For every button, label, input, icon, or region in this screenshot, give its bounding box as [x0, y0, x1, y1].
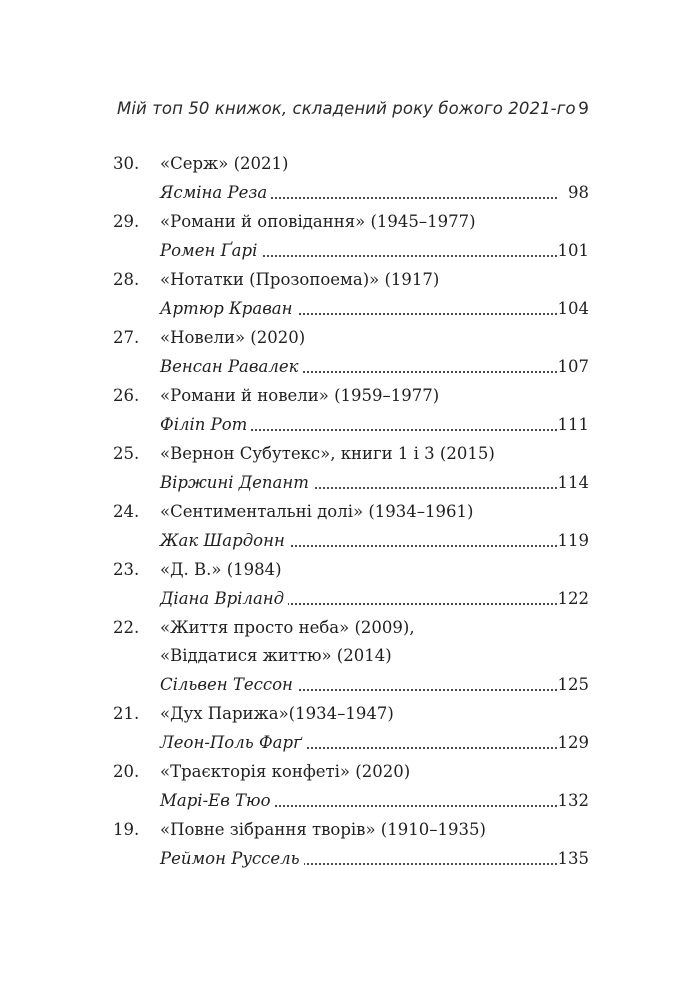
entry-number: 23.	[113, 560, 140, 579]
toc-entry	[0, 324, 697, 382]
toc-title-line	[0, 498, 697, 526]
entry-author: Сільвен Тессон	[160, 670, 297, 700]
toc-title-line-continued	[0, 642, 697, 670]
entry-page: 114	[557, 473, 589, 492]
toc-entry	[0, 382, 697, 440]
entry-number: 20.	[113, 762, 140, 781]
entry-author: Жак Шардонн	[160, 526, 289, 556]
toc-author-line	[0, 786, 697, 816]
entry-page: 119	[557, 531, 589, 550]
toc-title-line	[0, 816, 697, 844]
toc-title-line	[0, 556, 697, 584]
entry-number: 24.	[113, 502, 140, 521]
entry-author: Марі-Ев Тюо	[160, 786, 275, 816]
entry-title: «Серж» (2021)	[160, 154, 289, 173]
toc-entry	[0, 614, 697, 700]
entry-author: Ясміна Реза	[160, 178, 271, 208]
toc-author-line	[0, 670, 697, 700]
entry-title: «Романи й новели» (1959–1977)	[160, 386, 440, 405]
entry-number: 27.	[113, 328, 140, 347]
entry-title: «Нотатки (Прозопоема)» (1917)	[160, 270, 440, 289]
toc-title-line	[0, 440, 697, 468]
entry-number: 25.	[113, 444, 140, 463]
entry-page: 104	[557, 299, 589, 318]
entry-page: 107	[557, 357, 589, 376]
toc-entry	[0, 758, 697, 816]
toc-title-line	[0, 324, 697, 352]
entry-number: 29.	[113, 212, 140, 231]
toc-author-line	[0, 584, 697, 614]
toc-title-line	[0, 150, 697, 178]
toc-author-line	[0, 728, 697, 758]
entry-title: «Життя просто неба» (2009),	[160, 618, 415, 637]
toc-title-line	[0, 700, 697, 728]
toc-author-line	[0, 468, 697, 498]
toc-entry	[0, 150, 697, 208]
entry-number: 26.	[113, 386, 140, 405]
entry-page: 98	[568, 183, 589, 202]
entry-page: 122	[557, 589, 589, 608]
entry-author: Венсан Равалек	[160, 352, 302, 382]
entry-number: 19.	[113, 820, 140, 839]
entry-page: 132	[557, 791, 589, 810]
toc-entry	[0, 700, 697, 758]
toc-author-line	[0, 236, 697, 266]
toc-entry	[0, 556, 697, 614]
entry-author: Ромен Ґарі	[160, 236, 261, 266]
toc-entry	[0, 816, 697, 874]
entry-author: Реймон Руссель	[160, 844, 304, 874]
entry-title: «Новели» (2020)	[160, 328, 306, 347]
entry-author: Артюр Краван	[160, 294, 297, 324]
entry-page: 111	[557, 415, 589, 434]
toc-author-line	[0, 410, 697, 440]
toc-entry	[0, 498, 697, 556]
entry-title: «Повне зібрання творів» (1910–1935)	[160, 820, 486, 839]
entry-number: 21.	[113, 704, 140, 723]
entry-title: «Траєкторія конфеті» (2020)	[160, 762, 411, 781]
toc-title-line	[0, 266, 697, 294]
entry-title: «Сентиментальні долі» (1934–1961)	[160, 502, 474, 521]
entry-number: 28.	[113, 270, 140, 289]
toc-title-line	[0, 208, 697, 236]
running-title: Мій топ 50 книжок, складений року божого 2021-го	[117, 99, 576, 118]
entry-author: Філіп Рот	[160, 410, 251, 440]
toc-author-line	[0, 844, 697, 874]
entry-author: Віржині Депант	[160, 468, 313, 498]
entry-page: 129	[557, 733, 589, 752]
toc-author-line	[0, 526, 697, 556]
entry-title: «Вернон Субутекс», книги 1 і 3 (2015)	[160, 444, 495, 463]
toc-author-line	[0, 352, 697, 382]
toc-entry	[0, 266, 697, 324]
toc-title-line	[0, 382, 697, 410]
entry-title: «Д. В.» (1984)	[160, 560, 282, 579]
entry-number: 30.	[113, 154, 140, 173]
entry-page: 125	[557, 675, 589, 694]
toc-entry	[0, 208, 697, 266]
toc-title-line	[0, 758, 697, 786]
entry-page: 135	[557, 849, 589, 868]
entry-author: Діана Вріланд	[160, 584, 288, 614]
entry-title: «Романи й оповідання» (1945–1977)	[160, 212, 476, 231]
page-number: 9	[578, 99, 589, 119]
entry-number: 22.	[113, 618, 140, 637]
toc-title-line	[0, 614, 697, 642]
running-header	[0, 99, 697, 123]
entry-author: Леон-Поль Фарґ	[160, 728, 306, 758]
toc-author-line	[0, 294, 697, 324]
table-of-contents	[0, 150, 697, 874]
toc-entry	[0, 440, 697, 498]
entry-page: 101	[557, 241, 589, 260]
entry-title: «Дух Парижа»(1934–1947)	[160, 704, 394, 723]
entry-title-continued: «Віддатися життю» (2014)	[160, 646, 392, 665]
toc-author-line	[0, 178, 697, 208]
